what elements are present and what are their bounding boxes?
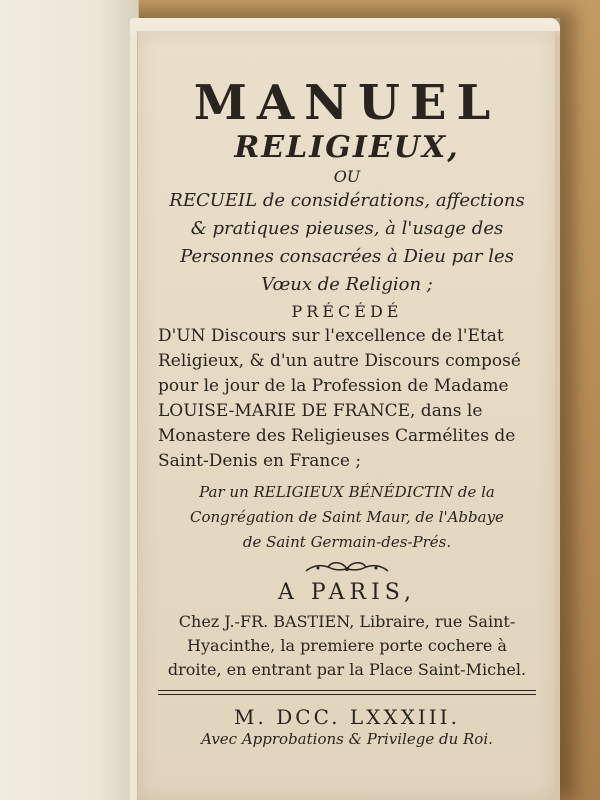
publisher-line-2: Hyacinthe, la premiere porte cochere à — [187, 636, 507, 655]
discourse-line-3: pour le jour de la Profession de Madame — [158, 376, 509, 396]
description-line-3: Personnes consacrées à Dieu par les — [180, 246, 514, 267]
description-line-2: & pratiques pieuses, à l'usage des — [190, 218, 504, 239]
discourse-line-4: LOUISE-MARIE DE FRANCE, dans le — [158, 401, 483, 421]
publisher-line-3: droite, en entrant par la Place Saint-Michel. — [167, 660, 527, 679]
left-blank-page — [0, 0, 139, 800]
top-rule — [158, 690, 536, 691]
discourse-line-5: Monastere des Religieuses Carmélites de — [158, 426, 516, 446]
publication-year: M. DCC. LXXXIII. — [234, 705, 460, 729]
book-title: MANUEL — [193, 75, 501, 131]
description-line-1: RECUEIL de considérations, affections — [169, 190, 525, 211]
title-page — [137, 31, 556, 800]
book-subtitle: RELIGIEUX, — [234, 130, 460, 165]
discourse-line-6: Saint-Denis en France ; — [158, 451, 362, 471]
publisher-line-1: Chez J.-FR. BASTIEN, Libraire, rue Saint- — [178, 612, 516, 631]
ou-line: OU — [333, 167, 361, 186]
bottom-rule — [158, 694, 536, 695]
discourse-line-1: D'UN Discours sur l'excellence de l'Etat — [158, 326, 504, 346]
city-line: A PARIS, — [277, 580, 417, 605]
author-line-3: de Saint Germain-des-Prés. — [242, 533, 452, 551]
page-edge — [555, 31, 560, 800]
floral-ornament-icon — [298, 559, 396, 579]
precede-line: PRÉCÉDÉ — [291, 302, 403, 321]
author-line-1: Par un RELIGIEUX BÉNÉDICTIN de la — [199, 483, 495, 501]
description-line-4: Vœux de Religion ; — [261, 274, 433, 295]
author-line-2: Congrégation de Saint Maur, de l'Abbaye — [190, 508, 504, 526]
approval-line: Avec Approbations & Privilege du Roi. — [201, 730, 493, 748]
discourse-line-2: Religieux, & d'un autre Discours composé — [158, 351, 521, 371]
title-page-text — [138, 31, 556, 800]
